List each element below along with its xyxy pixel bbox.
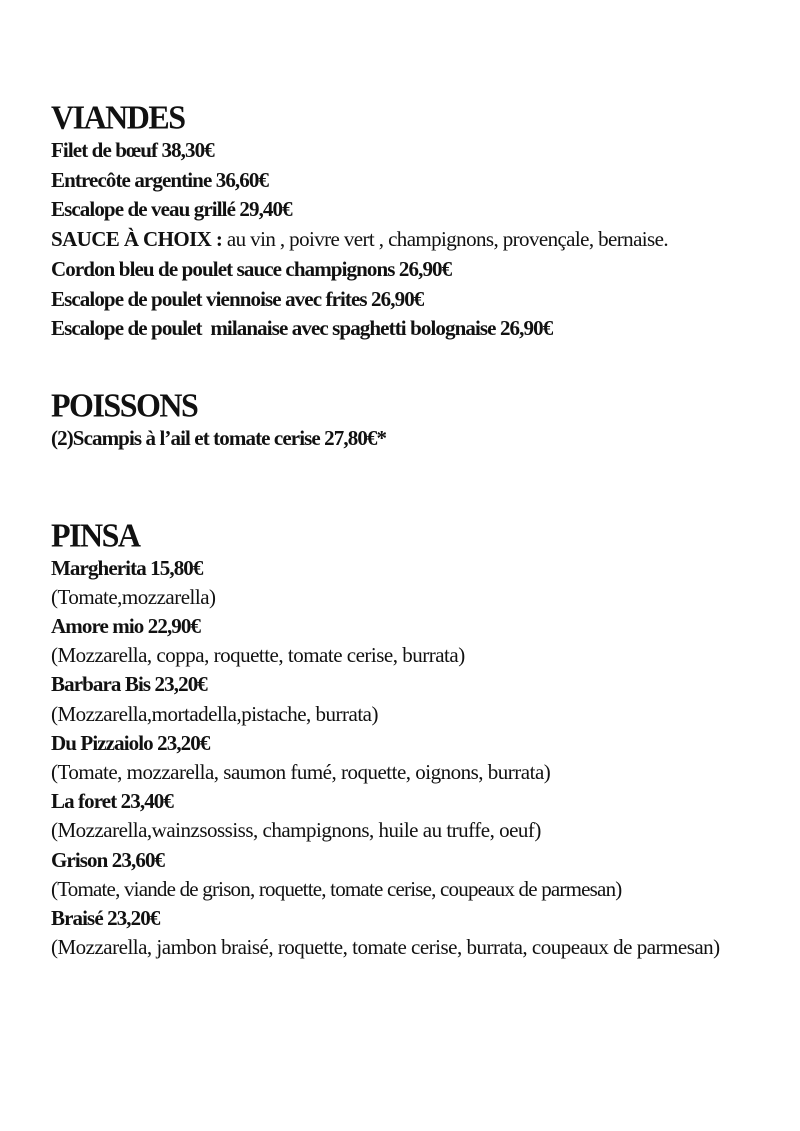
pinsa-item-name: Grison 23,60€: [51, 847, 165, 872]
pinsa-item-name: La foret 23,40€: [51, 789, 174, 814]
section-viandes: [51, 96, 771, 344]
pinsa-item-ingredients: (Mozzarella, jambon braisé, roquette, tomate cerise, burrata, coupeaux de parmesan): [51, 935, 720, 960]
pinsa-item-ingredients: (Tomate,mozzarella): [51, 584, 216, 609]
pinsa-item-ingredients: (Mozzarella, coppa, roquette, tomate cerise, burrata): [51, 643, 465, 668]
pinsa-item-name: Margherita 15,80€: [51, 555, 203, 580]
menu-item: Filet de bœuf 38,30€: [51, 138, 214, 162]
menu-item: Escalope de poulet milanaise avec spaghetti bolognaise 26,90€: [51, 316, 553, 341]
menu-item: Escalope de veau grillé 29,40€: [51, 197, 292, 222]
menu-item: Cordon bleu de poulet sauce champignons 26,90€: [51, 256, 452, 281]
menu-item: Entrecôte argentine 36,60€: [51, 167, 269, 192]
pinsa-item-name: Amore mio 22,90€: [51, 614, 201, 639]
menu-page: [51, 96, 771, 961]
pinsa-item-ingredients: (Mozzarella,mortadella,pistache, burrata): [51, 701, 378, 726]
section-poissons: [51, 384, 771, 454]
section-title-poissons: POISSONS: [51, 386, 198, 424]
pinsa-item-name: Barbara Bis 23,20€: [51, 672, 207, 697]
pinsa-item-name: Braisé 23,20€: [51, 906, 160, 931]
sauce-choice-options: au vin , poivre vert , champignons, provençale, bernaise.: [222, 227, 668, 252]
pinsa-item-ingredients: (Tomate, viande de grison, roquette, tomate cerise, coupeaux de parmesan): [51, 876, 622, 901]
section-title-viandes: VIANDES: [51, 98, 185, 136]
section-title-pinsa: PINSA: [51, 515, 140, 554]
sauce-choice-line: [51, 225, 771, 255]
menu-item: Escalope de poulet viennoise avec frites 26,90€: [51, 286, 424, 311]
pinsa-item-ingredients: (Mozzarella,wainzsossiss, champignons, huile au truffe, oeuf): [51, 818, 541, 843]
section-pinsa: [51, 514, 771, 962]
pinsa-item-ingredients: (Tomate, mozzarella, saumon fumé, roquette, oignons, burrata): [51, 760, 551, 785]
sauce-choice-label: SAUCE À CHOIX :: [51, 227, 223, 252]
menu-item: (2)Scampis à l’ail et tomate cerise 27,80€*: [51, 425, 387, 450]
pinsa-item-name: Du Pizzaiolo 23,20€: [51, 730, 210, 755]
